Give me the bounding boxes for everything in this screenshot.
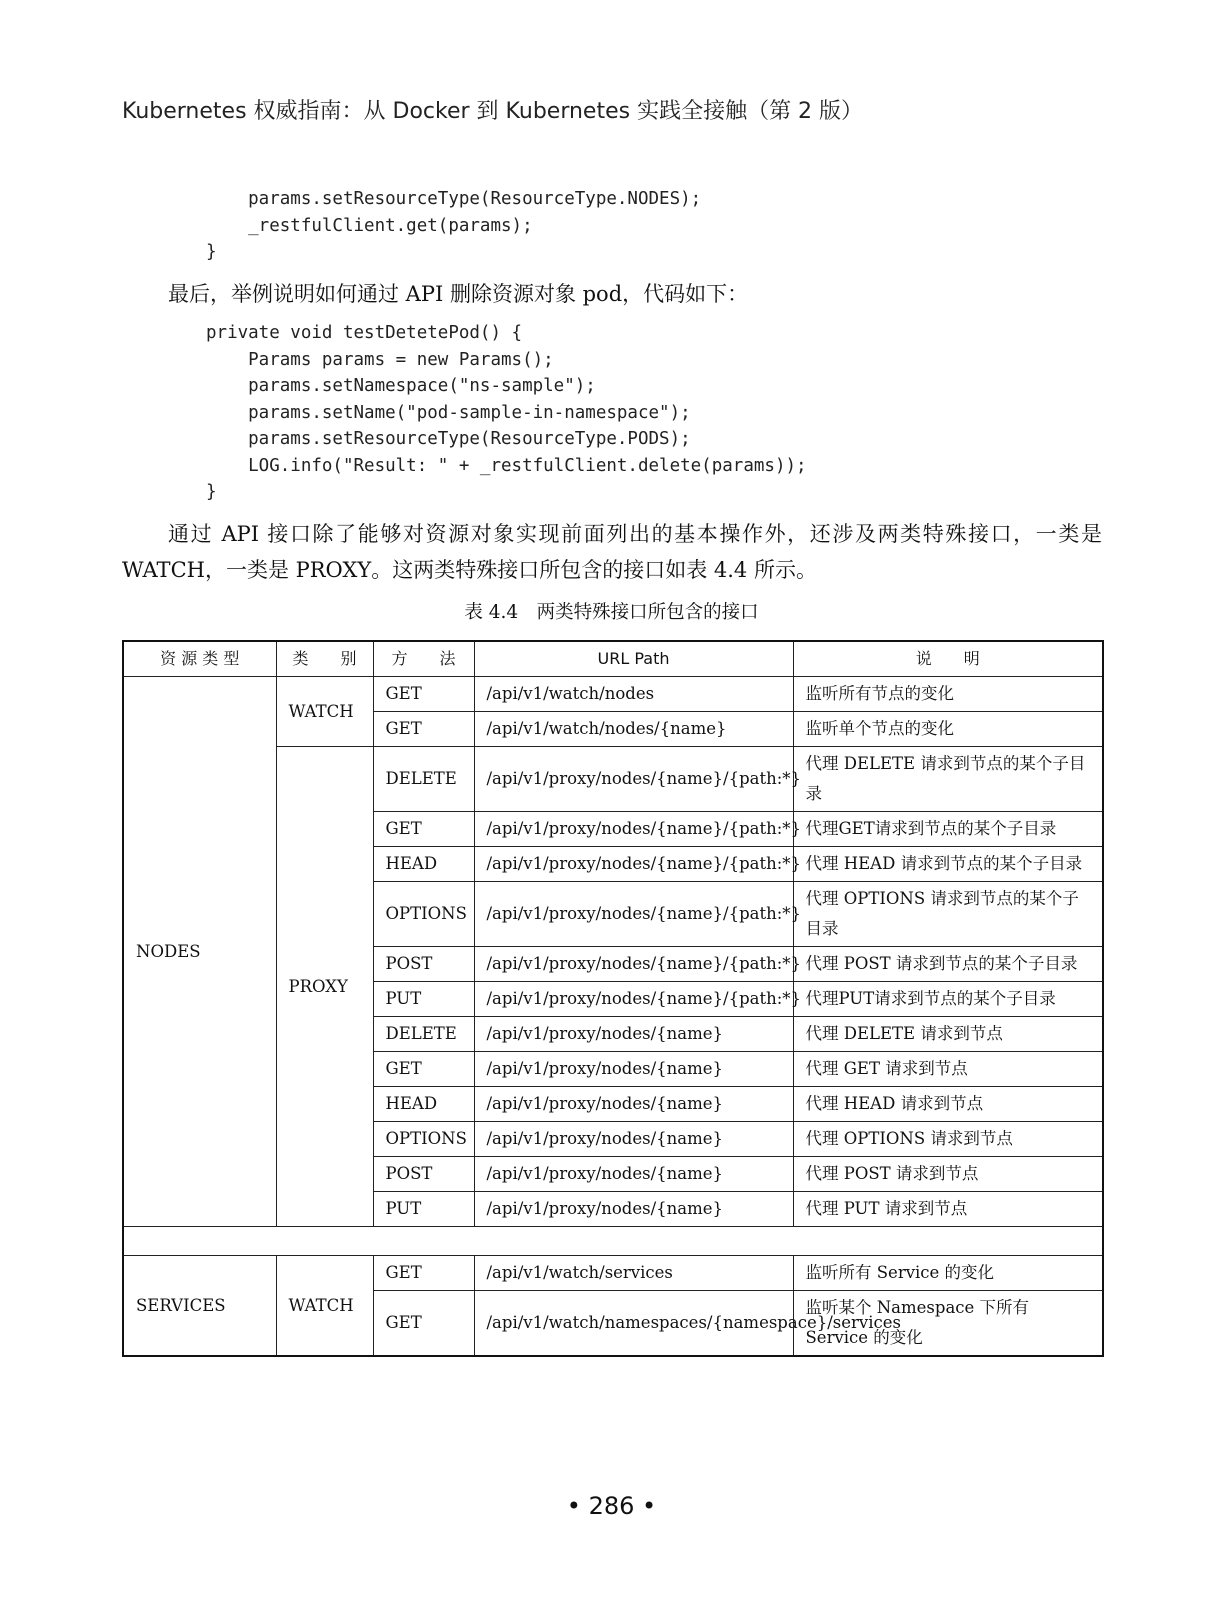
method-cell: GET <box>373 1256 474 1291</box>
resource-type-cell: NODES <box>123 677 276 1227</box>
url-cell: /api/v1/proxy/nodes/{name} <box>474 1052 793 1087</box>
special-interfaces-table <box>122 640 1104 1357</box>
table-row <box>123 677 1103 712</box>
code-line: params.setNamespace("ns-sample"); <box>206 376 596 396</box>
description-cell: 监听所有节点的变化 <box>793 677 1103 712</box>
code-snippet-top <box>206 186 701 266</box>
description-cell: 代理PUT请求到节点的某个子目录 <box>793 982 1103 1017</box>
code-line: Params params = new Params(); <box>206 349 554 370</box>
url-cell: /api/v1/watch/namespaces/{namespace}/services <box>474 1291 793 1357</box>
method-cell: POST <box>373 1157 474 1192</box>
column-header: 类 别 <box>276 641 373 677</box>
method-cell: GET <box>373 1052 474 1087</box>
method-cell: HEAD <box>373 1087 474 1122</box>
description-cell: 代理 POST 请求到节点的某个子目录 <box>793 947 1103 982</box>
url-cell: /api/v1/proxy/nodes/{name}/{path:*} <box>474 812 793 847</box>
url-cell: /api/v1/watch/services <box>474 1256 793 1291</box>
description-cell: 代理 HEAD 请求到节点 <box>793 1087 1103 1122</box>
url-cell: /api/v1/proxy/nodes/{name}/{path:*} <box>474 847 793 882</box>
column-header: 资 源 类 型 <box>123 641 276 677</box>
code-line: _restfulClient.get(params); <box>206 215 533 236</box>
description-cell: 监听所有 Service 的变化 <box>793 1256 1103 1291</box>
code-line: private void testDetetePod() { <box>206 323 523 343</box>
description-cell: 代理 HEAD 请求到节点的某个子目录 <box>793 847 1103 882</box>
description-cell: 代理GET请求到节点的某个子目录 <box>793 812 1103 847</box>
method-cell: GET <box>373 677 474 712</box>
code-line: } <box>206 482 217 502</box>
method-cell: DELETE <box>373 1017 474 1052</box>
url-cell: /api/v1/proxy/nodes/{name} <box>474 1087 793 1122</box>
method-cell: GET <box>373 812 474 847</box>
intro-text: 最后，举例说明如何通过 API 删除资源对象 pod，代码如下： <box>168 282 749 306</box>
method-cell: HEAD <box>373 847 474 882</box>
description-cell: 代理 OPTIONS 请求到节点 <box>793 1122 1103 1157</box>
method-cell: POST <box>373 947 474 982</box>
method-cell: OPTIONS <box>373 882 474 947</box>
resource-type-cell: SERVICES <box>123 1256 276 1357</box>
body-paragraph: 通过 API 接口除了能够对资源对象实现前面列出的基本操作外，还涉及两类特殊接口，一类是 WATCH，一类是 PROXY。这两类特殊接口所包含的接口如表 4.4 所示。 <box>122 522 1102 582</box>
url-cell: /api/v1/proxy/nodes/{name} <box>474 1157 793 1192</box>
method-cell: DELETE <box>373 747 474 812</box>
url-cell: /api/v1/proxy/nodes/{name}/{path:*} <box>474 947 793 982</box>
url-cell: /api/v1/proxy/nodes/{name} <box>474 1192 793 1227</box>
url-cell: /api/v1/watch/nodes/{name} <box>474 712 793 747</box>
page-number: • 286 • <box>566 1492 657 1520</box>
code-line: } <box>206 242 217 262</box>
category-cell: PROXY <box>276 747 373 1227</box>
running-header: Kubernetes 权威指南：从 Docker 到 Kubernetes 实践全接触（第 2 版） <box>122 99 864 124</box>
description-cell: 代理 PUT 请求到节点 <box>793 1192 1103 1227</box>
url-cell: /api/v1/proxy/nodes/{name}/{path:*} <box>474 882 793 947</box>
url-cell: /api/v1/proxy/nodes/{name}/{path:*} <box>474 982 793 1017</box>
code-snippet-delete-pod <box>206 320 807 506</box>
description-cell: 代理 DELETE 请求到节点的某个子目录 <box>793 747 1103 812</box>
category-cell: WATCH <box>276 677 373 747</box>
url-cell: /api/v1/proxy/nodes/{name}/{path:*} <box>474 747 793 812</box>
url-cell: /api/v1/proxy/nodes/{name} <box>474 1017 793 1052</box>
method-cell: GET <box>373 712 474 747</box>
table-header-row <box>123 641 1103 677</box>
url-cell: /api/v1/watch/nodes <box>474 677 793 712</box>
code-line: params.setResourceType(ResourceType.PODS); <box>206 429 691 449</box>
description-cell: 代理 DELETE 请求到节点 <box>793 1017 1103 1052</box>
method-cell: GET <box>373 1291 474 1357</box>
method-cell: PUT <box>373 1192 474 1227</box>
table-spacer-row <box>123 1227 1103 1256</box>
column-header: 说 明 <box>793 641 1103 677</box>
code-line: params.setResourceType(ResourceType.NODES); <box>206 189 702 209</box>
description-cell: 代理 POST 请求到节点 <box>793 1157 1103 1192</box>
description-cell: 代理 GET 请求到节点 <box>793 1052 1103 1087</box>
column-header: 方 法 <box>373 641 474 677</box>
table-caption: 表 4.4 两类特殊接口所包含的接口 <box>464 602 759 623</box>
category-cell: WATCH <box>276 1256 373 1357</box>
url-cell: /api/v1/proxy/nodes/{name} <box>474 1122 793 1157</box>
code-line: params.setName("pod-sample-in-namespace"); <box>206 402 691 423</box>
table-row <box>123 1256 1103 1291</box>
description-cell: 代理 OPTIONS 请求到节点的某个子目录 <box>793 882 1103 947</box>
method-cell: PUT <box>373 982 474 1017</box>
method-cell: OPTIONS <box>373 1122 474 1157</box>
description-cell: 监听某个 Namespace 下所有 Service 的变化 <box>793 1291 1103 1357</box>
description-cell: 监听单个节点的变化 <box>793 712 1103 747</box>
column-header: URL Path <box>474 641 793 677</box>
code-line: LOG.info("Result: " + _restfulClient.delete(params)); <box>206 455 807 476</box>
spacer-cell <box>123 1227 1103 1256</box>
